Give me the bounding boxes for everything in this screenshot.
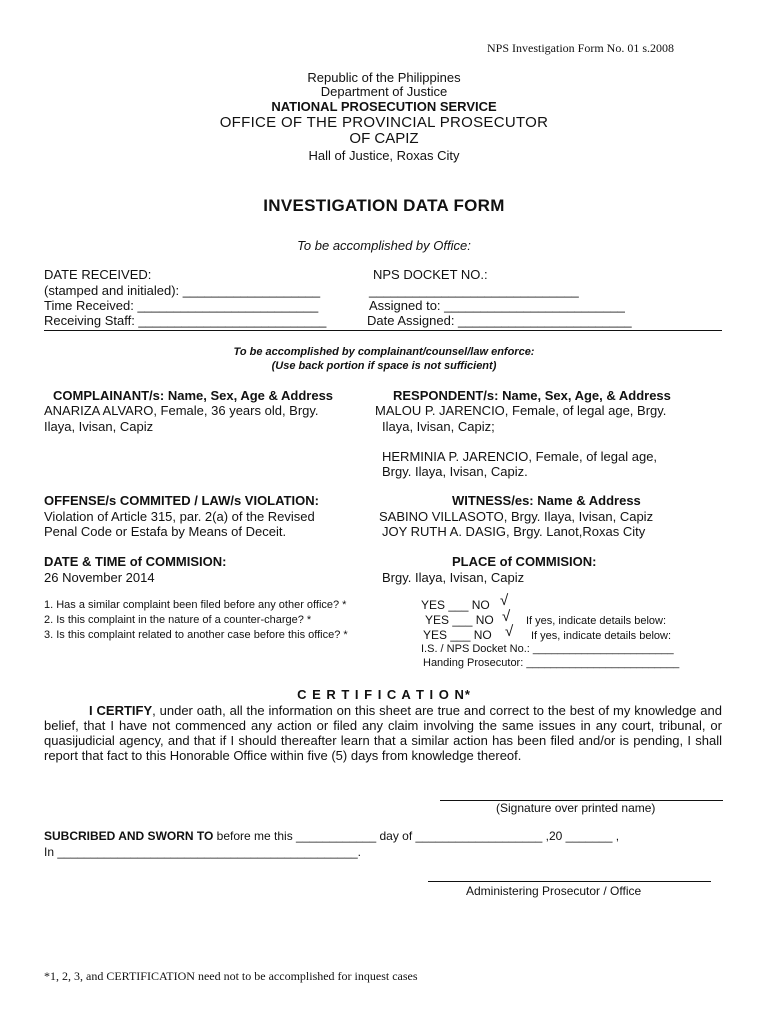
question-2: 2. Is this complaint in the nature of a counter-charge? *	[44, 614, 312, 626]
signature-label: (Signature over printed name)	[496, 801, 656, 815]
complainant-note-2: (Use back portion if space is not sufficient)	[271, 360, 497, 372]
q2-no-check[interactable]: √	[502, 608, 511, 625]
offense-line-1: Violation of Article 315, par. 2(a) of the Revised	[44, 509, 315, 524]
header-capiz: OF CAPIZ	[349, 130, 419, 147]
office-note: To be accomplished by Office:	[297, 238, 471, 253]
page-title: INVESTIGATION DATA FORM	[263, 196, 505, 215]
is-docket-field[interactable]: I.S. / NPS Docket No.: _______________________	[421, 643, 674, 655]
q2-if-yes: If yes, indicate details below:	[526, 615, 667, 627]
question-3: 3. Is this complaint related to another case before this office? *	[44, 629, 348, 641]
docket-no-label: NPS DOCKET NO.:	[373, 267, 488, 282]
certification-text: , under oath, all the information on this sheet are true and correct to the best of my knowledge and belief, that I have not commenced any action or filed any claim involving the same issues in any court, tribunal, or quasijudicial agency, and that if I should thereafter learn that a similar action has been filed and/or is pending, I shall report that fact to this Honorable Office within five (5) days from knowledge thereof.	[44, 703, 722, 763]
sworn-in-line[interactable]: In _____________________________________________.	[44, 845, 361, 859]
date-received-label: DATE RECEIVED:	[44, 267, 152, 282]
handing-prosecutor-field[interactable]: Handing Prosecutor: _________________________	[423, 657, 680, 669]
certify-lead: I CERTIFY	[89, 703, 153, 718]
complainant-note-1: To be accomplished by complainant/counsel/law enforce:	[233, 346, 535, 358]
witness-header: WITNESS/es: Name & Address	[452, 493, 641, 508]
certification-body	[44, 703, 722, 763]
offense-line-2: Penal Code or Estafa by Means of Deceit.	[44, 524, 287, 539]
q3-if-yes: If yes, indicate details below:	[531, 630, 672, 642]
footnote: *1, 2, 3, and CERTIFICATION need not to be accomplished for inquest cases	[44, 969, 418, 983]
date-commission-value: 26 November 2014	[44, 570, 155, 585]
q2-yes-no[interactable]: YES ___ NO	[425, 613, 494, 627]
complainant-line-1: ANARIZA ALVARO, Female, 36 years old, Brgy.	[44, 403, 319, 418]
sworn-rest: before me this ____________ day of ___________________ ,20 _______ ,	[213, 829, 620, 843]
header-department: Department of Justice	[320, 84, 448, 99]
assigned-to-field[interactable]: Assigned to: _________________________	[369, 298, 625, 313]
witness-1: SABINO VILLASOTO, Brgy. Ilaya, Ivisan, Capiz	[379, 509, 654, 524]
header-nps: NATIONAL PROSECUTION SERVICE	[271, 99, 497, 114]
respondent-2-line-1: HERMINIA P. JARENCIO, Female, of legal age,	[382, 449, 658, 464]
q1-no-check[interactable]: √	[500, 592, 509, 609]
sworn-line[interactable]	[44, 829, 619, 843]
q3-yes-no[interactable]: YES ___ NO	[423, 628, 492, 642]
date-assigned-field[interactable]: Date Assigned: ________________________	[367, 313, 632, 328]
administering-line[interactable]	[428, 881, 711, 882]
complainant-header: COMPLAINANT/s: Name, Sex, Age & Address	[53, 388, 334, 403]
respondent-header: RESPONDENT/s: Name, Sex, Age, & Address	[393, 388, 671, 403]
q1-yes-no[interactable]: YES ___ NO	[421, 598, 490, 612]
complainant-line-2: Ilaya, Ivisan, Capiz	[44, 419, 154, 434]
stamped-initialed-field[interactable]: (stamped and initialed): ___________________	[44, 283, 321, 298]
docket-no-field[interactable]: _____________________________	[369, 283, 579, 298]
date-commission-header: DATE & TIME of COMMISION:	[44, 554, 227, 569]
sworn-lead: SUBCRIBED AND SWORN TO	[44, 829, 214, 843]
header-republic: Republic of the Philippines	[307, 70, 461, 85]
q3-no-check[interactable]: √	[505, 623, 514, 640]
section-divider	[44, 330, 722, 331]
place-commission-value: Brgy. Ilaya, Ivisan, Capiz	[382, 570, 525, 585]
offense-header: OFFENSE/s COMMITED / LAW/s VIOLATION:	[44, 493, 319, 508]
respondent-1-line-1: MALOU P. JARENCIO, Female, of legal age, Brgy.	[375, 403, 667, 418]
certification-title: C E R T I F I C A T I O N*	[297, 687, 471, 702]
respondent-1-line-2: Ilaya, Ivisan, Capiz;	[382, 419, 495, 434]
question-1: 1. Has a similar complaint been filed before any other office? *	[44, 599, 347, 611]
witness-2: JOY RUTH A. DASIG, Brgy. Lanot,Roxas City	[382, 524, 646, 539]
header-hall: Hall of Justice, Roxas City	[308, 148, 460, 163]
administering-label: Administering Prosecutor / Office	[466, 884, 642, 898]
respondent-2-line-2: Brgy. Ilaya, Ivisan, Capiz.	[382, 464, 528, 479]
receiving-staff-field[interactable]: Receiving Staff: __________________________	[44, 313, 327, 328]
place-commission-header: PLACE of COMMISION:	[452, 554, 597, 569]
form-number: NPS Investigation Form No. 01 s.2008	[487, 41, 675, 55]
time-received-field[interactable]: Time Received: _________________________	[44, 298, 319, 313]
header-office: OFFICE OF THE PROVINCIAL PROSECUTOR	[219, 114, 549, 131]
